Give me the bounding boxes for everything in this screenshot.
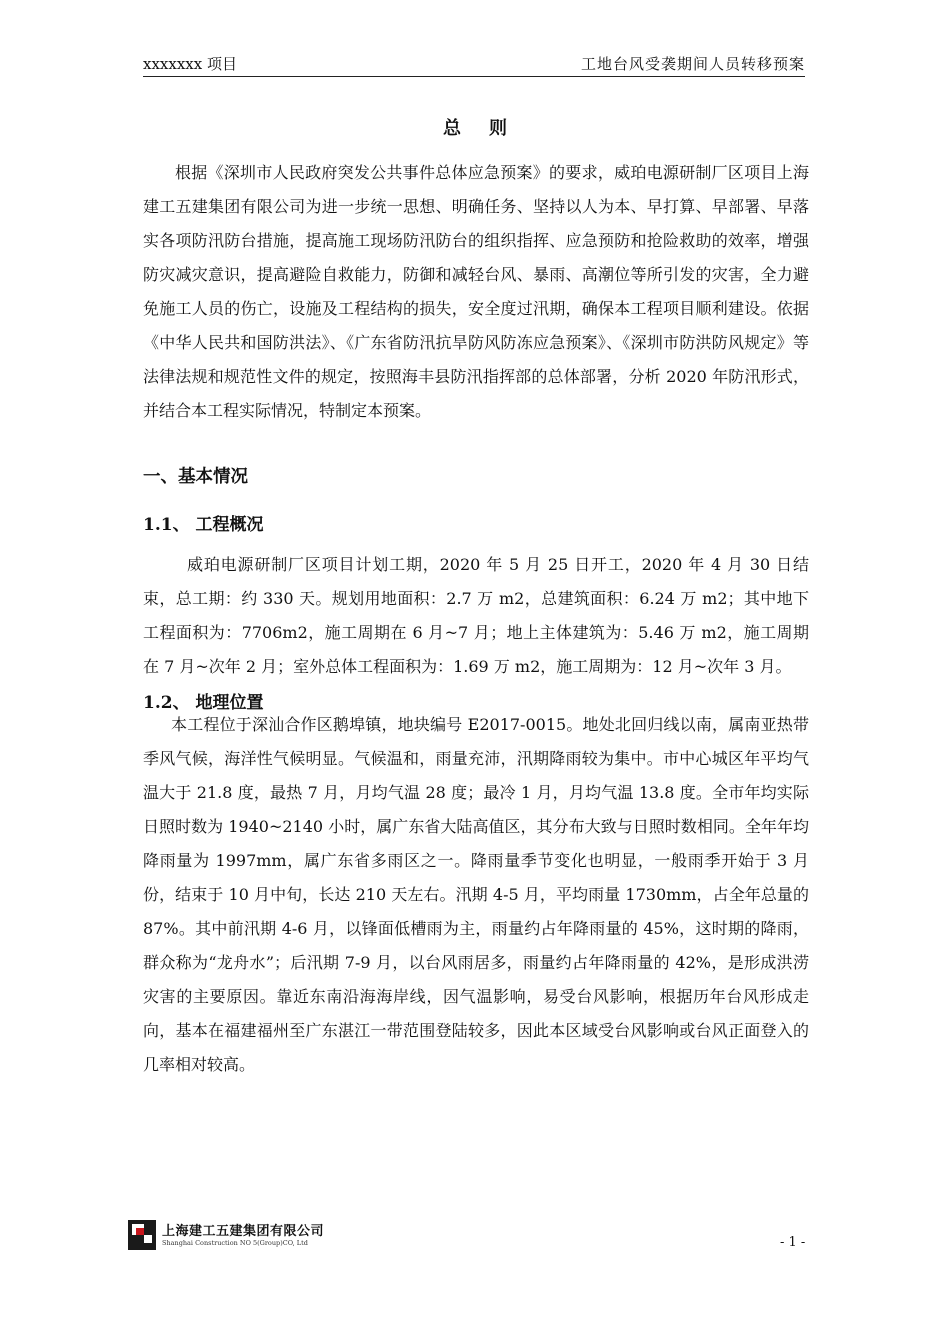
header-project: xxxxxxx 项目 — [143, 55, 237, 73]
section-heading-basic-info: 一、基本情况 — [143, 467, 248, 487]
company-logo-icon — [128, 1220, 156, 1250]
page-header — [143, 54, 805, 77]
page-number: - 1 - — [780, 1235, 806, 1250]
header-doc-title: 工地台风受袭期间人员转移预案 — [580, 55, 805, 73]
company-name-en: Shanghai Construction NO 5(Group)CO, Ltd — [162, 1239, 308, 1247]
overview-paragraph: 威珀电源研制厂区项目计划工期，2020 年 5 月 25 日开工，2020 年 4 月 30 日结束，总工期：约 330 天。规划用地面积：2.7 万 m2，总建筑面积：6.24 万 m2；其中地下工程面积为：7706m2，施工周期在 6 月~7 月；地上主体建筑为：5.46 万 m2，施工周期在 7 月~次年 2 月；室外总体工程面积为：1.69 万 m2，施工周期为：12 月~次年 3 月。 — [143, 555, 809, 676]
subsection-heading-location: 1.2、 地理位置 — [143, 693, 264, 713]
document-title: 总则 — [443, 118, 535, 139]
location-paragraph: 本工程位于深汕合作区鹅埠镇，地块编号 E2017-0015。地处北回归线以南，属南亚热带季风气候，海洋性气候明显。气候温和，雨量充沛，汛期降雨较为集中。市中心城区年平均气温大于 21.8 度，最热 7 月，月均气温 28 度；最冷 1 月，月均气温 13.8 度。全市年均实际日照时数为 1940~2140 小时，属广东省大陆高值区，其分布大致与日照时数相同。全年年均降雨量为 1997mm，属广东省多雨区之一。降雨量季节变化也明显，一般雨季开始于 3 月份，结束于 10 月中旬，长达 210 天左右。汛期 4-5 月，平均雨量 1730mm，占全年总量的 87%。其中前汛期 4-6 月，以锋面低槽雨为主，雨量约占年降雨量的 45%，这时期的降雨，群众称为“龙舟水”；后汛期 7-9 月，以台风雨居多，雨量约占年降雨量的 42%，是形成洪涝灾害的主要原因。靠近东南沿海海岸线，因气温影响，易受台风影响，根据历年台风形成走向，基本在福建福州至广东湛江一带范围登陆较多，因此本区域受台风影响或台风正面登入的几率相对较高。 — [143, 715, 809, 1074]
company-logo — [128, 1218, 328, 1254]
subsection-heading-overview: 1.1、 工程概况 — [143, 515, 264, 535]
company-name-cn: 上海建工五建集团有限公司 — [162, 1224, 325, 1239]
intro-paragraph: 根据《深圳市人民政府突发公共事件总体应急预案》的要求，威珀电源研制厂区项目上海建工五建集团有限公司为进一步统一思想、明确任务、坚持以人为本、早打算、早部署、早落实各项防汛防台措施，提高施工现场防汛防台的组织指挥、应急预防和抢险救助的效率，增强防灾减灾意识，提高避险自救能力，防御和减轻台风、暴雨、高潮位等所引发的灾害，全力避免施工人员的伤亡，设施及工程结构的损失，安全度过汛期，确保本工程项目顺利建设。依据《中华人民共和国防洪法》、《广东省防汛抗旱防风防冻应急预案》、《深圳市防洪防风规定》等法律法规和规范性文件的规定，按照海丰县防汛指挥部的总体部署，分析 2020 年防汛形式，并结合本工程实际情况，特制定本预案。 — [143, 163, 809, 420]
